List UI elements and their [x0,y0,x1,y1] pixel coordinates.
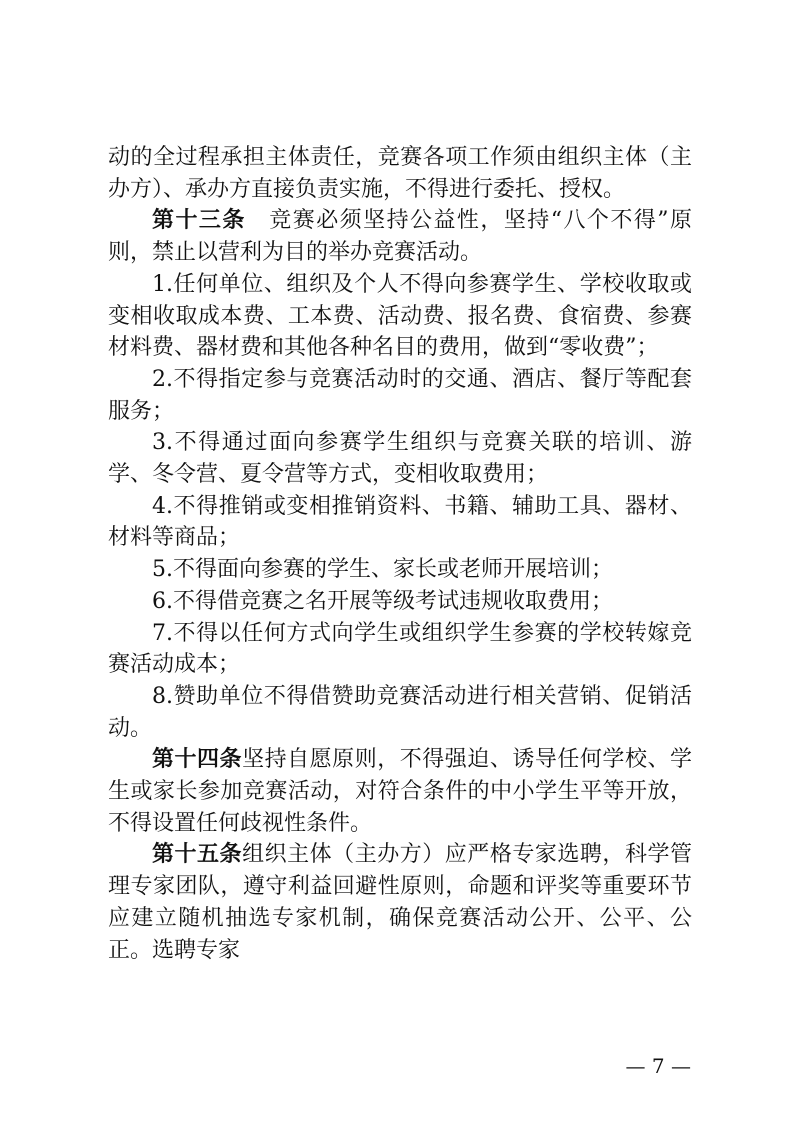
paragraph [108,681,692,744]
page-number: — 7 — [625,1054,691,1078]
article-heading: 第十三条 [152,207,246,234]
paragraph [108,554,692,586]
article-heading: 第十五条 [152,841,243,868]
article-heading: 第十四条 [152,746,243,773]
paragraph-text: 动的全过程承担主体责任，竞赛各项工作须由组织主体（主办方）、承办方直接负责实施，不得进行委托、授权。 [108,145,692,202]
paragraph-text: 4.不得推销或变相推销资料、书籍、辅助工具、器材、材料等商品； [108,493,692,551]
body-text [108,142,692,966]
paragraph [108,142,692,205]
paragraph [108,618,692,681]
paragraph-text: 坚持自愿原则，不得强迫、诱导任何学校、学生或家长参加竞赛活动，对符合条件的中小学生平等开放，不得设置任何歧视性条件。 [108,747,692,836]
paragraph-text: 2.不得指定参与竞赛活动时的交通、酒店、餐厅等配套服务； [108,366,692,424]
paragraph-text: 竞赛必须坚持公益性，坚持“八个不得”原则，禁止以营利为目的举办竞赛活动。 [108,208,692,266]
paragraph [108,205,692,268]
paragraph [108,744,692,839]
paragraph [108,427,692,490]
paragraph [108,491,692,554]
paragraph [108,586,692,618]
paragraph [108,364,692,427]
paragraph-text: 3.不得通过面向参赛学生组织与竞赛关联的培训、游学、冬令营、夏令营等方式，变相收取费用； [108,430,692,488]
paragraph [108,839,692,966]
paragraph-text: 6.不得借竞赛之名开展等级考试违规收取费用； [152,588,613,614]
paragraph-text: 5.不得面向参赛的学生、家长或老师开展培训； [152,557,613,583]
paragraph [108,269,692,364]
paragraph-text: 1.任何单位、组织及个人不得向参赛学生、学校收取或变相收取成本费、工本费、活动费、报名费、食宿费、参赛材料费、器材费和其他各种名目的费用，做到“零收费”； [108,271,692,361]
paragraph-text: 8.赞助单位不得借赞助竞赛活动进行相关营销、促销活动。 [108,683,692,741]
paragraph-text: 组织主体（主办方）应严格专家选聘，科学管理专家团队，遵守利益回避性原则，命题和评奖等重要环节应建立随机抽选专家机制，确保竞赛活动公开、公平、公正。选聘专家 [108,842,692,963]
paragraph-text: 7.不得以任何方式向学生或组织学生参赛的学校转嫁竞赛活动成本； [108,620,692,678]
